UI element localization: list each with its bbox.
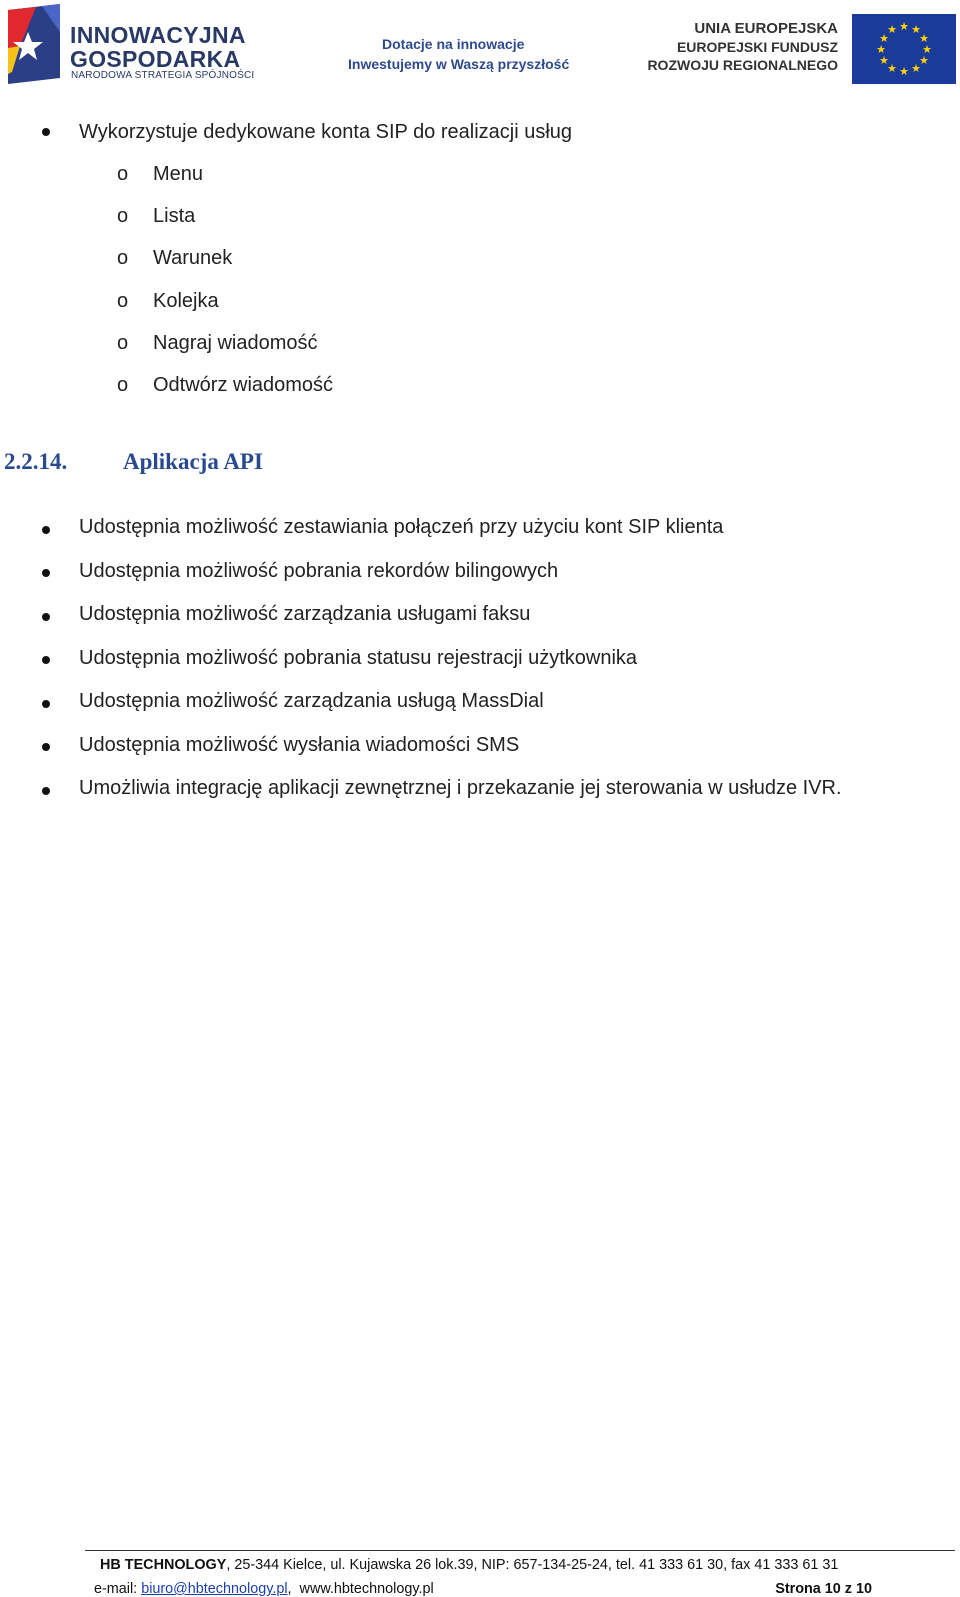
- innowacyjna-gospodarka-logo: [6, 2, 256, 84]
- list-item: Udostępnia możliwość pobrania statusu rejestracji użytkownika: [79, 647, 638, 669]
- bullet-icon: [42, 656, 50, 664]
- eu-logo-line1: UNIA EUROPEJSKA: [694, 20, 838, 37]
- header-slogan: [348, 34, 588, 74]
- page-number: Strona 10 z 10: [775, 1581, 872, 1597]
- sub-list-item: Odtwórz wiadomość: [153, 374, 334, 396]
- section-title: Aplikacja API: [123, 449, 263, 474]
- sub-bullet-icon: o: [117, 332, 129, 354]
- eu-logo: [647, 14, 956, 84]
- eu-flag-icon: [852, 14, 956, 84]
- eu-logo-line3: ROZWOJU REGIONALNEGO: [647, 57, 838, 73]
- svg-text:★: ★: [919, 54, 929, 67]
- sub-list-item: Lista: [153, 205, 196, 227]
- svg-text:★: ★: [911, 23, 921, 36]
- section-number: 2.2.14.: [4, 449, 68, 474]
- bullet-icon: [42, 569, 50, 577]
- bullet-icon: [42, 700, 50, 708]
- footer-company: HB TECHNOLOGY: [100, 1557, 227, 1573]
- bullet-icon: [42, 526, 50, 534]
- svg-text:★: ★: [899, 65, 909, 78]
- svg-text:★: ★: [922, 43, 932, 56]
- sub-bullet-icon: o: [117, 205, 129, 227]
- svg-text:★: ★: [887, 23, 897, 36]
- list-item: Udostępnia możliwość wysłania wiadomości SMS: [79, 734, 520, 756]
- ig-logo-line2: GOSPODARKA: [70, 46, 241, 72]
- list-item: Umożliwia integrację aplikacji zewnętrznej i przekazanie jej sterowania w usłudze IVR.: [79, 777, 842, 799]
- footer-separator: ,: [287, 1581, 292, 1597]
- sub-list-item: Nagraj wiadomość: [153, 332, 318, 354]
- svg-text:★: ★: [899, 20, 909, 33]
- sub-list-item: Menu: [153, 163, 204, 185]
- eu-logo-line2: EUROPEJSKI FUNDUSZ: [676, 39, 838, 55]
- footer-email-label: e-mail:: [94, 1581, 142, 1597]
- svg-text:★: ★: [911, 62, 921, 75]
- footer-address-line: [100, 1557, 838, 1573]
- list-item: Udostępnia możliwość zarządzania usługą MassDial: [79, 690, 544, 712]
- slogan-line2: Inwestujemy w Waszą przyszłość: [348, 56, 570, 72]
- sub-bullet-icon: o: [117, 247, 129, 269]
- svg-text:★: ★: [876, 43, 886, 56]
- sub-bullet-icon: o: [117, 290, 129, 312]
- footer-website[interactable]: www.hbtechnology.pl: [299, 1581, 434, 1597]
- ig-logo-line3: NARODOWA STRATEGIA SPÓJNOŚCI: [71, 70, 255, 81]
- svg-text:★: ★: [919, 32, 929, 45]
- bullet-icon: [42, 613, 50, 621]
- svg-text:★: ★: [879, 32, 889, 45]
- svg-text:★: ★: [879, 54, 889, 67]
- sub-list-item: Warunek: [153, 247, 233, 269]
- ig-flag-icon: [6, 2, 64, 84]
- sub-bullet-icon: o: [117, 374, 129, 396]
- footer-address: , 25-344 Kielce, ul. Kujawska 26 lok.39, NIP: 657-134-25-24, tel. 41 333 61 30, fax 41 333 61 31: [226, 1557, 839, 1573]
- page-header: [0, 0, 960, 90]
- sub-list-item: Kolejka: [153, 290, 219, 312]
- footer-divider: [85, 1550, 955, 1551]
- list-item: Udostępnia możliwość zarządzania usługami faksu: [79, 603, 531, 625]
- list-item: Udostępnia możliwość zestawiania połączeń przy użyciu kont SIP klienta: [79, 516, 724, 538]
- list-item: Wykorzystuje dedykowane konta SIP do realizacji usług: [79, 121, 573, 143]
- list-item: Udostępnia możliwość pobrania rekordów bilingowych: [79, 560, 559, 582]
- ig-logo-line1: INNOWACYJNA: [70, 22, 246, 48]
- bullet-icon: [42, 128, 50, 136]
- svg-text:★: ★: [887, 62, 897, 75]
- eu-logo-text: [647, 20, 838, 74]
- slogan-line1: Dotacje na innowacje: [382, 36, 525, 52]
- footer-contact-line: [94, 1581, 434, 1597]
- sub-bullet-icon: o: [117, 163, 129, 185]
- footer-email-link[interactable]: biuro@hbtechnology.pl: [141, 1581, 288, 1597]
- bullet-icon: [42, 743, 50, 751]
- bullet-icon: [42, 787, 50, 795]
